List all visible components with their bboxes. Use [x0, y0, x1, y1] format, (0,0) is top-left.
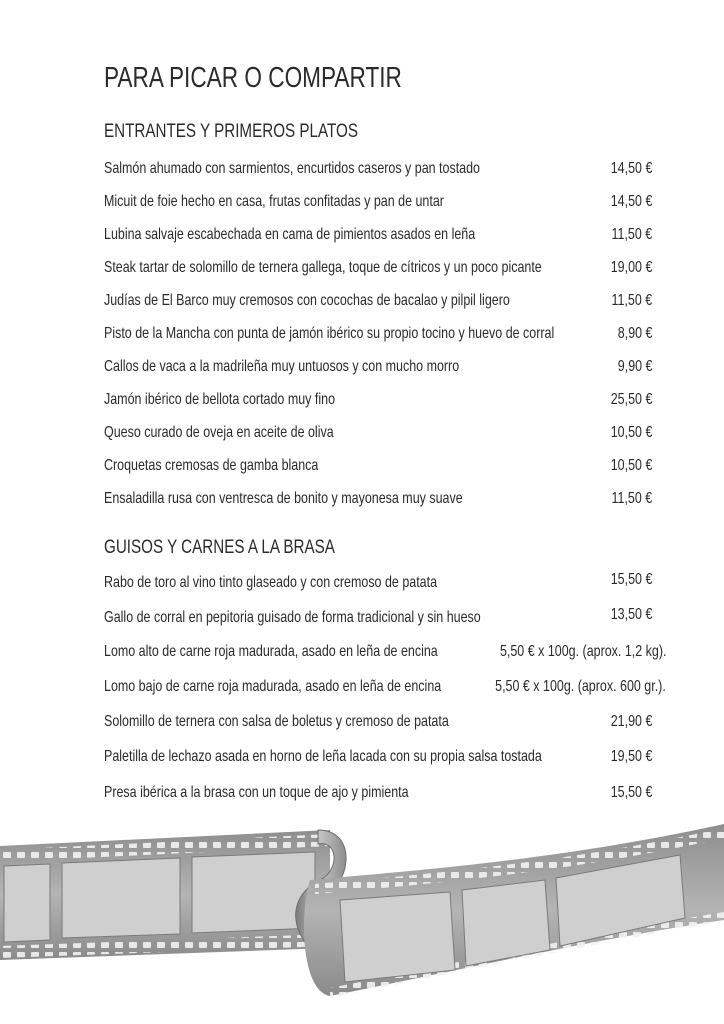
item-name: Salmón ahumado con sarmientos, encurtidos caseros y pan tostado	[104, 160, 480, 177]
item-name: Ensaladilla rusa con ventresca de bonito y mayonesa muy suave	[104, 490, 463, 507]
menu-item	[104, 424, 652, 446]
menu-item	[104, 259, 652, 281]
item-price: 15,50 €	[610, 784, 652, 801]
menu-item	[104, 490, 652, 512]
film-strip-decoration	[0, 800, 724, 1024]
item-price: 15,50 €	[610, 571, 652, 588]
page-title: PARA PICAR O COMPARTIR	[104, 62, 402, 94]
item-name: Lubina salvaje escabechada en cama de pimientos asados en leña	[104, 226, 476, 243]
item-price: 11,50 €	[611, 292, 652, 309]
item-price: 14,50 €	[610, 193, 652, 210]
item-name: Lomo alto de carne roja madurada, asado en leña de encina	[104, 643, 438, 660]
item-price: 11,50 €	[611, 226, 652, 243]
item-price: 5,50 € x 100g. (aprox. 600 gr.).	[495, 678, 666, 695]
menu-item	[104, 193, 652, 215]
menu-item	[104, 748, 652, 770]
menu-item	[104, 713, 652, 735]
menu-item	[104, 160, 652, 182]
item-price: 8,90 €	[617, 325, 652, 342]
item-name: Rabo de toro al vino tinto glaseado y con cremoso de patata	[104, 574, 438, 591]
menu-item	[104, 292, 652, 314]
section-title-entrantes: ENTRANTES Y PRIMEROS PLATOS	[104, 121, 358, 142]
item-price: 10,50 €	[610, 424, 652, 441]
item-price: 19,50 €	[610, 748, 652, 765]
item-price: 14,50 €	[610, 160, 652, 177]
item-price: 21,90 €	[610, 713, 652, 730]
item-name: Lomo bajo de carne roja madurada, asado en leña de encina	[104, 678, 442, 695]
menu-item	[104, 571, 652, 596]
item-price: 13,50 €	[610, 606, 652, 623]
item-name: Paletilla de lechazo asada en horno de leña lacada con su propia salsa tostada	[104, 748, 542, 765]
item-name: Micuit de foie hecho en casa, frutas confitadas y pan de untar	[104, 193, 444, 210]
menu-item	[104, 358, 652, 380]
section-title-guisos: GUISOS Y CARNES A LA BRASA	[104, 537, 335, 558]
menu-item	[104, 226, 652, 248]
menu-item	[104, 606, 652, 631]
item-price: 5,50 € x 100g. (aprox. 1,2 kg).	[499, 643, 666, 660]
item-name: Gallo de corral en pepitoria guisado de forma tradicional y sin hueso	[104, 609, 481, 626]
menu-item	[104, 643, 666, 665]
menu-item	[104, 678, 666, 700]
item-price: 11,50 €	[611, 490, 652, 507]
menu-item	[104, 391, 652, 413]
menu-item	[104, 325, 652, 347]
item-name: Judías de El Barco muy cremosos con cocochas de bacalao y pilpil ligero	[104, 292, 510, 309]
item-price: 19,00 €	[610, 259, 652, 276]
item-name: Steak tartar de solomillo de ternera gallega, toque de cítricos y un poco picante	[104, 259, 542, 276]
item-price: 10,50 €	[610, 457, 652, 474]
item-name: Solomillo de ternera con salsa de boletus y cremoso de patata	[104, 713, 449, 730]
menu-item	[104, 457, 652, 479]
item-name: Callos de vaca a la madrileña muy untuosos y con mucho morro	[104, 358, 460, 375]
item-name: Jamón ibérico de bellota cortado muy fino	[104, 391, 336, 408]
item-name: Pisto de la Mancha con punta de jamón ibérico su propio tocino y huevo de corral	[104, 325, 555, 342]
item-price: 25,50 €	[610, 391, 652, 408]
item-name: Queso curado de oveja en aceite de oliva	[104, 424, 334, 441]
item-name: Presa ibérica a la brasa con un toque de ajo y pimienta	[104, 784, 409, 801]
item-price: 9,90 €	[617, 358, 652, 375]
item-name: Croquetas cremosas de gamba blanca	[104, 457, 319, 474]
